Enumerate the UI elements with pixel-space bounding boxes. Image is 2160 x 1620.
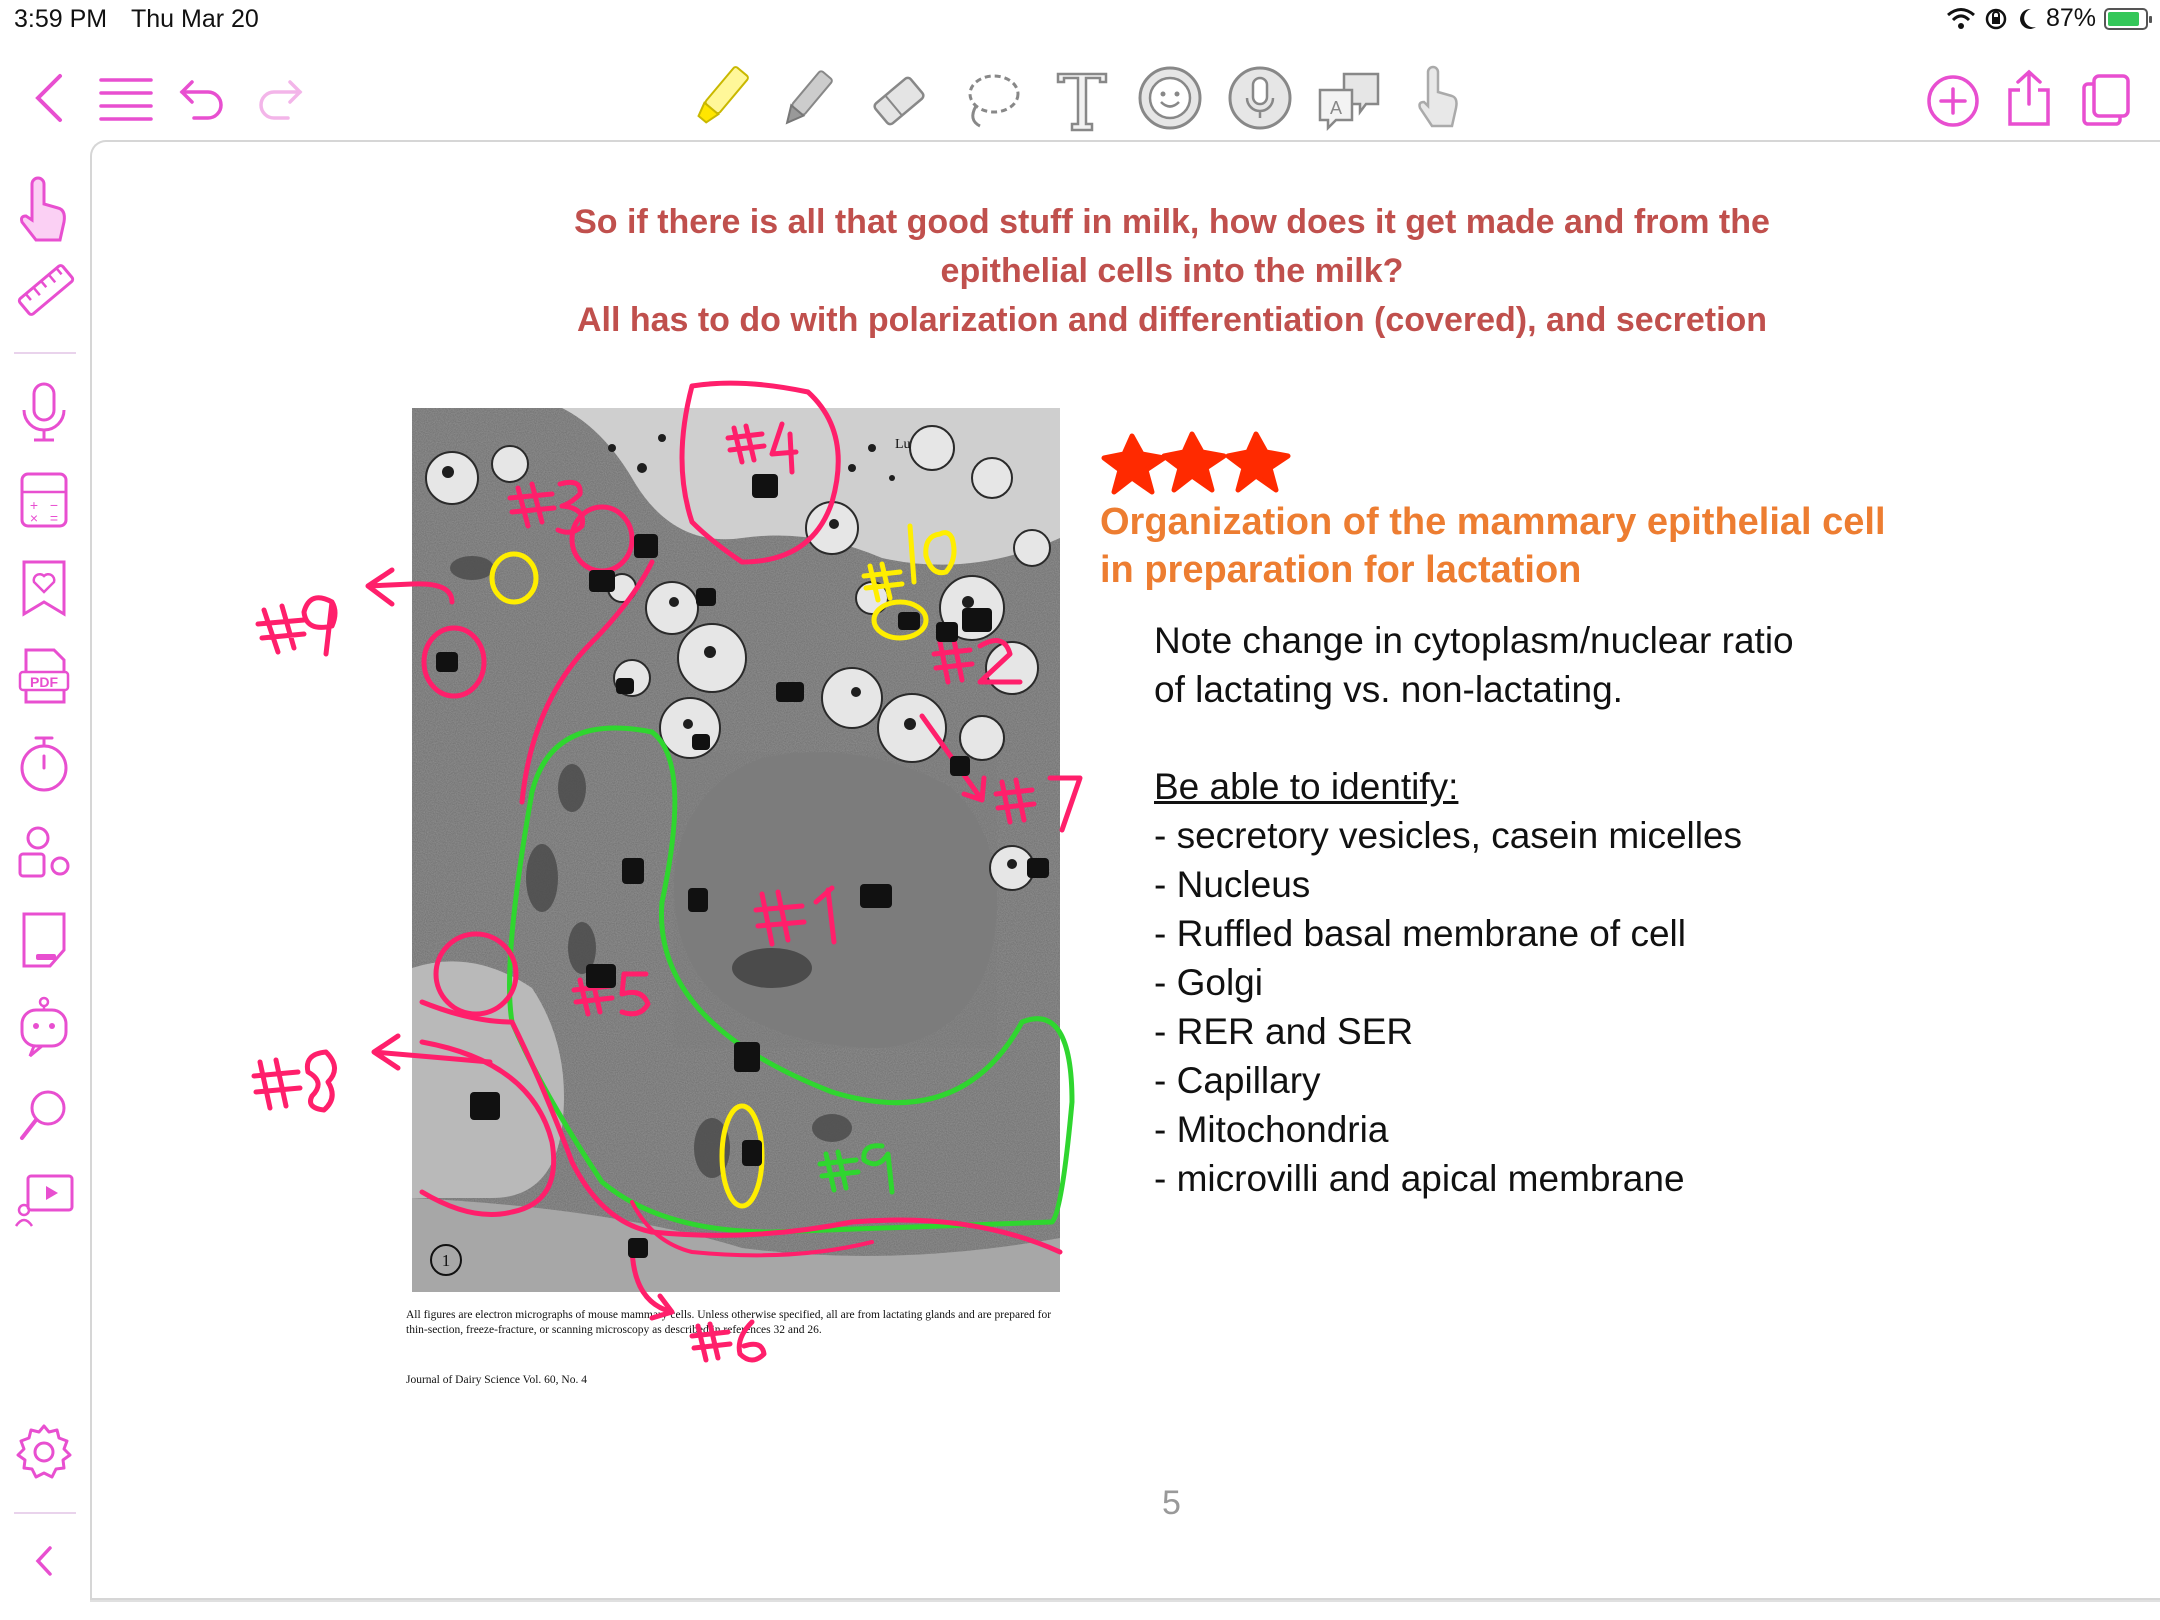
list-item: - Ruffled basal membrane of cell [1154,913,1686,954]
hand-pointer-icon[interactable] [1414,62,1464,134]
slide-headline [462,198,1882,345]
back-icon[interactable] [30,72,66,124]
orientation-lock-icon [1984,7,2008,31]
svg-text:−: − [49,497,59,513]
status-time: 3:59 PM [14,5,108,33]
wifi-icon [1946,7,1976,31]
status-bar [0,0,2160,40]
org-title-line: Organization of the mammary epithelial cell [1100,501,1886,543]
sticky-note-icon[interactable] [14,910,74,970]
identify-heading: Be able to identify: [1154,766,1459,807]
headline-line: All has to do with polarization and differentiation (covered), and secretion [576,301,1768,339]
electron-micrograph [412,408,1060,1292]
list-item: - Golgi [1154,962,1263,1003]
share-icon[interactable] [2004,68,2054,128]
hand-pointer-icon[interactable] [14,176,74,236]
battery-icon [2104,8,2148,30]
identify-list [1154,762,1742,1203]
document-page[interactable] [90,140,2160,1600]
undo-icon[interactable] [178,76,226,124]
figure-caption: All figures are electron micrographs of mouse mammary cells. Unless otherwise specified, all are from lactating glands and are prepared for thin-section, freeze-fracture, or scanning microscopy as described in references 32 and 26. [406,1309,1052,1336]
pdf-icon[interactable] [14,646,74,706]
note-line: of lactating vs. non-lactating. [1154,669,1623,710]
list-item: - Capillary [1154,1060,1321,1101]
page-number: 5 [1162,1484,1181,1522]
presentation-icon[interactable] [14,1170,74,1230]
ruler-icon[interactable] [14,258,74,318]
sidebar-divider [14,352,76,354]
settings-icon[interactable] [14,1422,74,1482]
sticker-icon[interactable] [1136,64,1204,132]
page-bottom-edge [90,1600,2160,1602]
list-item: - secretory vesicles, casein micelles [1154,815,1743,856]
moon-icon [2016,7,2038,31]
battery-percent: 87% [2045,4,2096,32]
sidebar-divider [14,1512,76,1514]
status-date: Thu Mar 20 [131,5,259,33]
search-icon[interactable] [14,1084,74,1144]
svg-text:×: × [29,510,39,526]
collapse-icon[interactable] [14,1536,74,1596]
calculator-icon[interactable] [14,470,74,530]
pen-icon[interactable] [774,64,840,134]
sidebar [0,140,88,1620]
toolbar [0,40,2160,140]
text-icon[interactable] [1052,64,1112,134]
bookmark-heart-icon[interactable] [14,558,74,618]
list-item: - RER and SER [1154,1011,1414,1052]
lasso-icon[interactable] [958,68,1024,134]
timer-icon[interactable] [14,734,74,794]
ratio-note [1154,616,1794,714]
org-title-line: in preparation for lactation [1100,549,1582,591]
list-item: - Mitochondria [1154,1109,1389,1150]
lumen-label: Lu [895,437,911,452]
svg-text:=: = [49,510,59,526]
highlighter-icon[interactable] [686,60,756,134]
microphone-icon[interactable] [14,380,74,440]
headline-line: epithelial cells into the milk? [940,252,1404,290]
add-page-icon[interactable] [1926,74,1980,128]
microphone-icon[interactable] [1226,64,1294,132]
figure-number: 1 [441,1251,451,1270]
svg-text:A: A [1329,98,1343,118]
organization-title [1100,498,1886,594]
note-line: Note change in cytoplasm/nuclear ratio [1154,620,1794,661]
headline-line: So if there is all that good stuff in milk, how does it get made and from the [574,203,1770,241]
svg-text:PDF: PDF [30,674,58,690]
eraser-icon[interactable] [866,68,932,134]
svg-text:+: + [29,497,39,513]
journal-citation: Journal of Dairy Science Vol. 60, No. 4 [406,1374,587,1386]
handwritten-annotations [92,142,2160,1602]
pages-icon[interactable] [2080,72,2132,128]
redo-icon[interactable] [256,76,304,124]
ai-assistant-icon[interactable] [14,996,74,1056]
list-item: - microvilli and apical membrane [1154,1158,1685,1199]
list-item: - Nucleus [1154,864,1311,905]
menu-icon[interactable] [98,74,154,124]
translate-icon[interactable] [1314,64,1384,134]
shapes-icon[interactable] [14,822,74,882]
status-right [1946,4,2148,33]
